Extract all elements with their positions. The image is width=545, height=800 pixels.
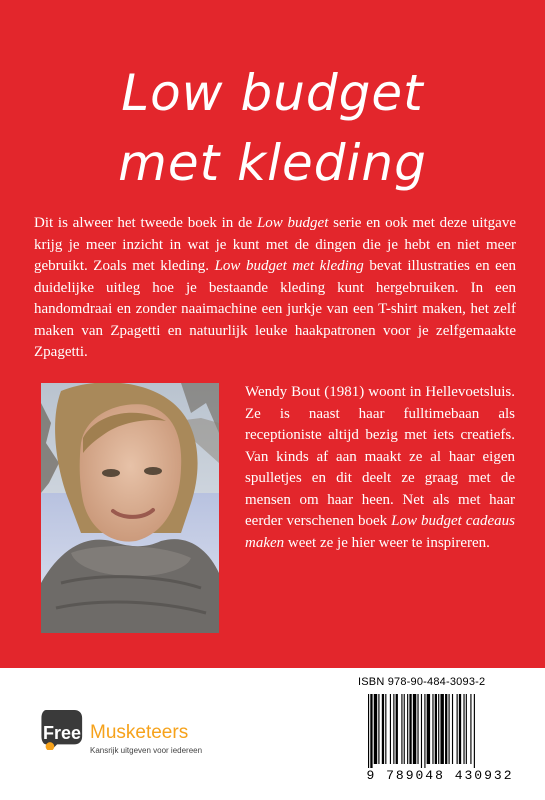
barcode-bar [438,694,439,764]
title-line-1: Low budget [121,64,424,122]
blurb-text-3: bevat illustraties en een duidelijke uitleg hoe je bestaande kleding kunt hergebruiken. In een handomdraai en zonder naaimachine een jurkje van een T-shirt maken, het zelf maken van Zpagetti en natuurlijk leuke haakpatronen voor je zelfgemaakte Zpagetti. [34,258,516,360]
barcode-bar [382,694,384,764]
book-title [0,58,545,198]
barcode-bar [368,694,369,768]
barcode-bar [374,694,377,764]
barcode-bar [474,694,475,768]
barcode-bar [390,694,391,764]
barcode-bar [385,694,386,764]
bio-text-1: Wendy Bout (1981) woont in Hellevoetsluis. Ze is naast haar fulltimebaan als receptioniste altijd bezig met iets creatiefs. Van kinds af aan maakt ze al haar eigen spulletjes en dit deelt ze graag met de mensen om haar heen. Net als met haar eerder verschenen boek [245,384,515,529]
barcode-image [356,694,524,768]
bio-previous-book: Low budget cadeaus maken [245,513,515,551]
barcode-bar [466,694,467,764]
ean-number: 9 789048 430932 [366,768,514,783]
isbn-label: ISBN 978-90-484-3093-2 [358,676,486,688]
barcode-bar [427,694,430,764]
barcode-bar [424,694,425,768]
publisher-logo [38,710,228,770]
blurb-book-title: Low budget met kleding [214,258,364,274]
barcode-bar [463,694,464,764]
barcode-bar [378,694,379,764]
barcode-bar [413,694,416,764]
barcode-bar [432,694,433,764]
barcode-bar [370,694,372,768]
author-portrait-image [41,383,219,633]
blurb-series-name: Low budget [256,215,329,231]
barcode-bar [393,694,394,764]
blurb-text-2: serie en ook met deze uitgave krijg je meer inzicht in wat je kunt met de dingen die je hebt en niet meer gebruikt. Zoals met kleding. [34,215,516,274]
author-photo [41,383,219,633]
bio-text-2: weet ze je hier weer te inspireren. [284,534,490,551]
barcode-bar [396,694,398,764]
barcode-bar [440,694,443,764]
logo-musketeers-text: Musketeers [90,722,189,743]
barcode-area [356,676,524,786]
barcode-bar [435,694,437,764]
barcode-bar [417,694,418,764]
barcode-bar [421,694,422,768]
blurb-text-1: Dit is alweer het tweede boek in de [34,215,257,231]
title-line-2: met kleding [118,134,427,192]
barcode-bar [401,694,402,764]
barcode-bar [445,694,447,764]
barcode-bar [404,694,405,764]
barcode-bar [409,694,411,764]
barcode-bar [470,694,471,764]
book-blurb [34,213,516,364]
barcode-bar [407,694,408,764]
author-bio [245,382,515,554]
logo-free-text: Free [43,723,82,743]
barcode-bar [457,694,458,764]
barcode-bar [449,694,450,764]
barcode-bar [452,694,453,764]
barcode-bar [459,694,461,764]
logo-tagline: Kansrijk uitgeven voor iedereen [90,746,203,755]
